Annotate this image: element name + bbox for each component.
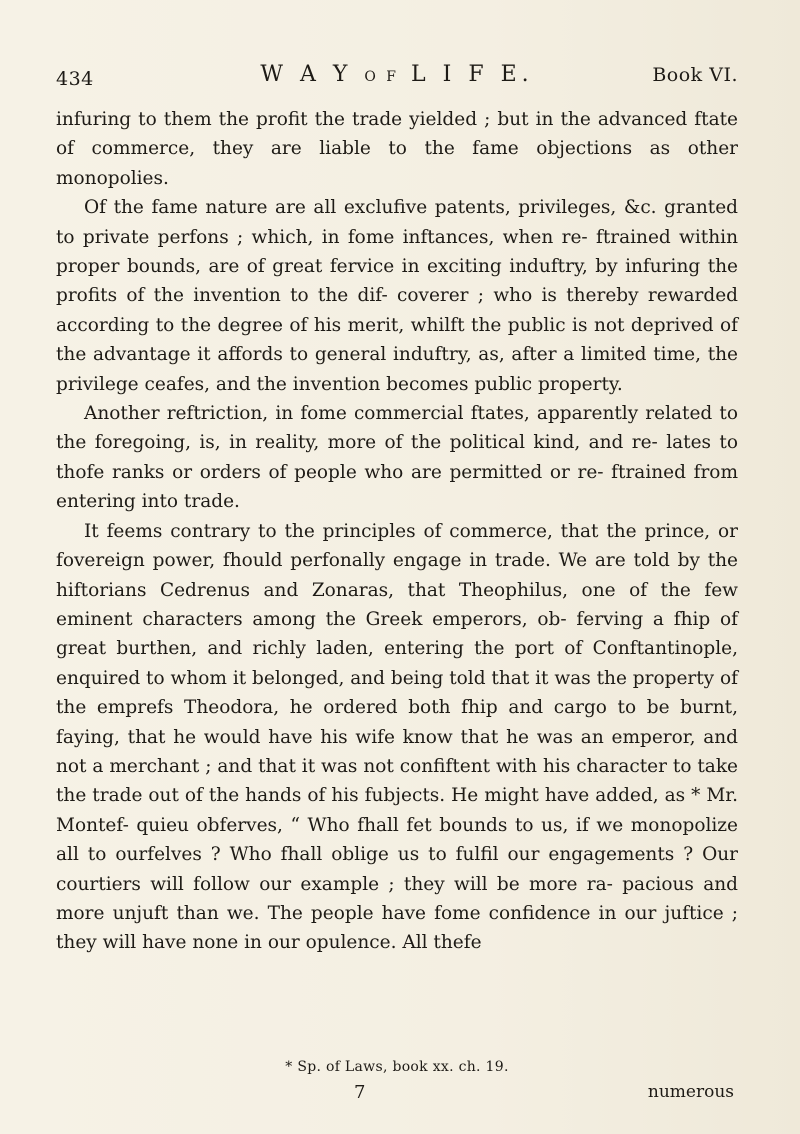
page-number: 434 <box>56 68 94 90</box>
catchword: numerous <box>647 1082 734 1102</box>
paragraph-2: Of the fame nature are all exclufive patents, privileges, &c. granted to private perfons ; which, in fome inftances, when re- ftrained within proper bounds, are of great fervice in exciting induftry, by infuring the profits of the invention to the dif- coverer ; who is thereby rewarded according to the degree of his merit, whilft the public is not deprived of the advantage it affords to general induftry, as, after a limited time, the privilege ceafes, and the invention becomes public property. <box>56 197 738 395</box>
paragraph-4: It feems contrary to the principles of commerce, that the prince, or fovereign power, fhould perfonally engage in trade. We are told by the hiftorians Cedrenus and Zonaras, that Theophilus, one of the few eminent characters among the Greek emperors, ob- ferving a fhip of great burthen, and richly laden, entering the port of Conftantinople, enquired to whom it belonged, and being told that it was the property of the emprefs Theodora, he ordered both fhip and cargo to be burnt, faying, that he would have his wife know that he was an emperor, and not a merchant ; and that it was not confiftent with his character to take the trade out of the hands of his fubjects. He might have added, as * Mr. Montef- quieu obferves, “ Who fhall fet bounds to us, if we monopolize all to ourfelves ? Who fhall oblige us to fulfil our engagements ? Our courtiers will follow our example ; they will be more ra- pacious and more unjuft than we. The people have fome confidence in our juftice ; they will have none in our opulence. All thefe <box>56 520 738 954</box>
paragraph-3: Another reftriction, in fome commercial ftates, apparently related to the foregoing, is, in reality, more of the political kind, and re- lates to thofe ranks or orders of people who are permitted or re- ftrained from entering into trade. <box>56 403 738 513</box>
running-title <box>56 62 738 87</box>
book-label: Book VI. <box>652 64 738 86</box>
running-title-of: O F <box>364 69 400 85</box>
footnote: * Sp. of Laws, book xx. ch. 19. <box>285 1059 509 1075</box>
paragraph-1: infuring to them the profit the trade yielded ; but in the advanced ftate of commerce, they are liable to the fame objections as other monopolies. <box>56 109 738 189</box>
running-header <box>56 62 738 96</box>
running-title-life: L I F E. <box>411 62 534 87</box>
signature-mark: 7 <box>354 1082 366 1103</box>
running-title-way: W A Y <box>260 62 353 87</box>
body-text <box>56 105 738 958</box>
